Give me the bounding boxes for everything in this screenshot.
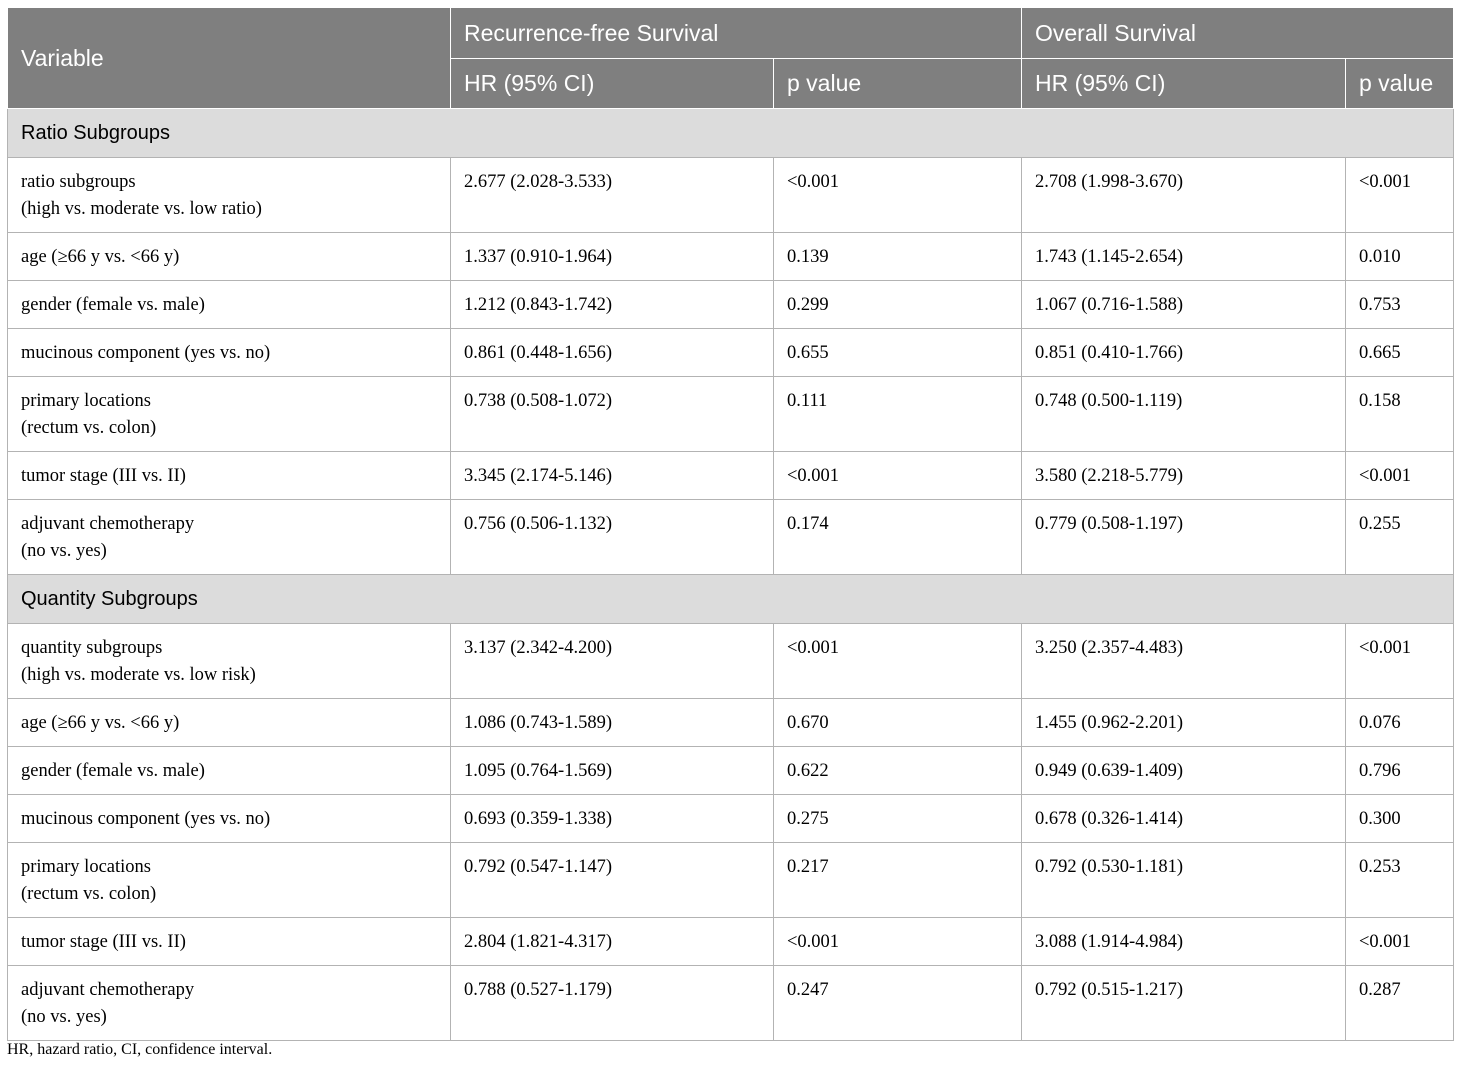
os-p-cell: <0.001 — [1346, 452, 1454, 500]
rfs-p-cell: 0.247 — [774, 966, 1022, 1041]
rfs-p-cell: 0.655 — [774, 329, 1022, 377]
table-container — [7, 7, 1453, 1041]
table-row — [8, 624, 1454, 699]
variable-cell: tumor stage (III vs. II) — [8, 452, 451, 500]
os-p-cell: 0.076 — [1346, 699, 1454, 747]
os-hr-cell: 0.949 (0.639-1.409) — [1022, 747, 1346, 795]
variable-cell: age (≥66 y vs. <66 y) — [8, 699, 451, 747]
table-footnote: HR, hazard ratio, CI, confidence interval. — [7, 1041, 273, 1058]
os-hr-cell: 0.851 (0.410-1.766) — [1022, 329, 1346, 377]
rfs-hr-cell: 0.788 (0.527-1.179) — [451, 966, 774, 1041]
rfs-p-cell: 0.299 — [774, 281, 1022, 329]
rfs-hr-cell: 0.792 (0.547-1.147) — [451, 843, 774, 918]
header-os-p: p value — [1346, 59, 1454, 109]
rfs-hr-cell: 1.337 (0.910-1.964) — [451, 233, 774, 281]
table-row — [8, 918, 1454, 966]
rfs-p-cell: 0.174 — [774, 500, 1022, 575]
variable-cell: gender (female vs. male) — [8, 747, 451, 795]
table-row — [8, 158, 1454, 233]
table-row — [8, 281, 1454, 329]
rfs-p-cell: <0.001 — [774, 452, 1022, 500]
rfs-p-cell: 0.139 — [774, 233, 1022, 281]
os-hr-cell: 3.250 (2.357-4.483) — [1022, 624, 1346, 699]
os-hr-cell: 0.792 (0.515-1.217) — [1022, 966, 1346, 1041]
section-row — [8, 575, 1454, 624]
os-hr-cell: 1.743 (1.145-2.654) — [1022, 233, 1346, 281]
header-os-hr: HR (95% CI) — [1022, 59, 1346, 109]
table-row — [8, 843, 1454, 918]
rfs-p-cell: 0.622 — [774, 747, 1022, 795]
rfs-p-cell: 0.670 — [774, 699, 1022, 747]
os-p-cell: 0.255 — [1346, 500, 1454, 575]
os-p-cell: <0.001 — [1346, 158, 1454, 233]
variable-cell: tumor stage (III vs. II) — [8, 918, 451, 966]
os-hr-cell: 3.580 (2.218-5.779) — [1022, 452, 1346, 500]
os-p-cell: 0.300 — [1346, 795, 1454, 843]
section-title: Ratio Subgroups — [8, 109, 1454, 158]
section-title: Quantity Subgroups — [8, 575, 1454, 624]
variable-cell: primary locations (rectum vs. colon) — [8, 843, 451, 918]
variable-cell: mucinous component (yes vs. no) — [8, 329, 451, 377]
variable-cell: gender (female vs. male) — [8, 281, 451, 329]
header-variable: Variable — [8, 8, 451, 109]
header-row-groups — [8, 8, 1454, 59]
table-row — [8, 795, 1454, 843]
rfs-hr-cell: 1.095 (0.764-1.569) — [451, 747, 774, 795]
variable-cell: quantity subgroups (high vs. moderate vs. low risk) — [8, 624, 451, 699]
rfs-p-cell: <0.001 — [774, 624, 1022, 699]
rfs-hr-cell: 1.086 (0.743-1.589) — [451, 699, 774, 747]
table-row — [8, 966, 1454, 1041]
variable-cell: adjuvant chemotherapy (no vs. yes) — [8, 966, 451, 1041]
os-hr-cell: 1.067 (0.716-1.588) — [1022, 281, 1346, 329]
table-row — [8, 699, 1454, 747]
header-rfs-hr: HR (95% CI) — [451, 59, 774, 109]
section-row — [8, 109, 1454, 158]
os-p-cell: 0.010 — [1346, 233, 1454, 281]
table-row — [8, 452, 1454, 500]
table-row — [8, 377, 1454, 452]
os-hr-cell: 1.455 (0.962-2.201) — [1022, 699, 1346, 747]
os-hr-cell: 2.708 (1.998-3.670) — [1022, 158, 1346, 233]
rfs-hr-cell: 0.861 (0.448-1.656) — [451, 329, 774, 377]
table-body — [8, 109, 1454, 1041]
table-header — [8, 8, 1454, 109]
os-hr-cell: 0.792 (0.530-1.181) — [1022, 843, 1346, 918]
header-recurrence-free-survival: Recurrence-free Survival — [451, 8, 1022, 59]
os-p-cell: 0.665 — [1346, 329, 1454, 377]
rfs-hr-cell: 0.756 (0.506-1.132) — [451, 500, 774, 575]
os-p-cell: 0.253 — [1346, 843, 1454, 918]
table-row — [8, 747, 1454, 795]
rfs-hr-cell: 2.677 (2.028-3.533) — [451, 158, 774, 233]
header-overall-survival: Overall Survival — [1022, 8, 1454, 59]
os-p-cell: 0.287 — [1346, 966, 1454, 1041]
os-p-cell: <0.001 — [1346, 624, 1454, 699]
os-hr-cell: 0.678 (0.326-1.414) — [1022, 795, 1346, 843]
variable-cell: mucinous component (yes vs. no) — [8, 795, 451, 843]
rfs-p-cell: 0.217 — [774, 843, 1022, 918]
os-hr-cell: 0.779 (0.508-1.197) — [1022, 500, 1346, 575]
rfs-p-cell: <0.001 — [774, 918, 1022, 966]
rfs-hr-cell: 3.137 (2.342-4.200) — [451, 624, 774, 699]
rfs-p-cell: 0.111 — [774, 377, 1022, 452]
os-p-cell: 0.796 — [1346, 747, 1454, 795]
rfs-hr-cell: 0.738 (0.508-1.072) — [451, 377, 774, 452]
os-p-cell: 0.158 — [1346, 377, 1454, 452]
os-hr-cell: 0.748 (0.500-1.119) — [1022, 377, 1346, 452]
rfs-hr-cell: 0.693 (0.359-1.338) — [451, 795, 774, 843]
variable-cell: ratio subgroups (high vs. moderate vs. low ratio) — [8, 158, 451, 233]
rfs-hr-cell: 2.804 (1.821-4.317) — [451, 918, 774, 966]
rfs-p-cell: 0.275 — [774, 795, 1022, 843]
header-rfs-p: p value — [774, 59, 1022, 109]
table-row — [8, 233, 1454, 281]
os-hr-cell: 3.088 (1.914-4.984) — [1022, 918, 1346, 966]
rfs-hr-cell: 3.345 (2.174-5.146) — [451, 452, 774, 500]
rfs-p-cell: <0.001 — [774, 158, 1022, 233]
os-p-cell: 0.753 — [1346, 281, 1454, 329]
variable-cell: adjuvant chemotherapy (no vs. yes) — [8, 500, 451, 575]
table-row — [8, 329, 1454, 377]
os-p-cell: <0.001 — [1346, 918, 1454, 966]
rfs-hr-cell: 1.212 (0.843-1.742) — [451, 281, 774, 329]
table-row — [8, 500, 1454, 575]
variable-cell: age (≥66 y vs. <66 y) — [8, 233, 451, 281]
hazard-ratio-table — [7, 7, 1454, 1041]
variable-cell: primary locations (rectum vs. colon) — [8, 377, 451, 452]
